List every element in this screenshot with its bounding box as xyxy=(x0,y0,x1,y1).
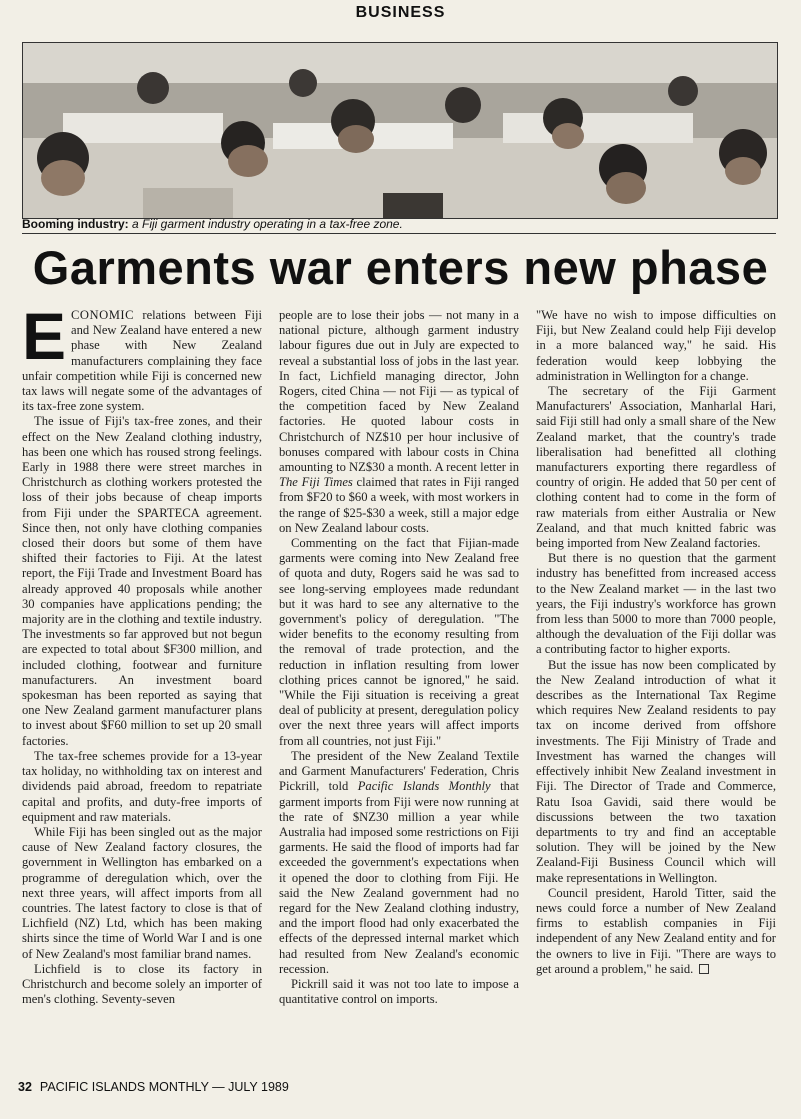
garment-workers-image xyxy=(23,43,777,218)
publication-name: The Fiji Times xyxy=(279,475,353,490)
publication-name: Pacific Islands Monthly xyxy=(357,779,491,794)
paragraph: But the issue has now been complicated by the New Zealand introduction of what it describes as the International Tax Regime which requires New Zealand residents to pay tax on income derived from offshore investments. The Fiji Ministry of Trade and Investment has warned the changes will effectively inhibit New Zealand investment in Fiji. The Director of Trade and Commerce, Ratu Isoa Gavidi, said there would be discussions between the two taxation departments to try and find an acceptable solution. They will be joined by the New Zealand-Fiji Business Council which will make representations in Wellington. xyxy=(536,657,776,885)
paragraph-text: that garment imports from Fiji were now running at the rate of $NZ30 million a year while Australia had imposed some restrictions on Fiji garments. He said the flood of imports had far exceeded the government's expectations when it opened the door to clothing from Fiji. He said the New Zealand government had no regard for the New Zealand clothing industry, and the import flood had only exacerbated the effects of the depressed internal market which had resulted from New Zealand's economic recession. xyxy=(279,779,519,976)
end-mark-icon xyxy=(699,964,709,974)
paragraph-text: claimed that rates in Fiji ranged from $F20 to $60 a week, with most workers in the range of $25-$30 a week, still a major edge on New Zealand labour costs. xyxy=(279,475,519,535)
section-label: BUSINESS xyxy=(355,4,446,21)
factory-photo xyxy=(22,42,778,219)
lead-paragraph xyxy=(22,308,262,414)
paragraph: "We have no wish to impose difficulties on Fiji, but New Zealand could help Fiji develop in a more balanced way," he said. His federation would keep lobbying the administration in Wellington for a change. xyxy=(536,308,776,383)
paragraph-text: The president of the New Zealand Textile and Garment Manufacturers' Federation, Chris Pickrill, told xyxy=(279,748,519,794)
paragraph: But there is no question that the garment industry has benefitted from increased access to the New Zealand market — in the last two years, the Fiji industry's workforce has grown from less than 5000 to more than 7000 people, although the devaluation of the Fiji dollar was a contributing factor to higher exports. xyxy=(536,551,776,657)
page-number: 32 xyxy=(18,1080,32,1094)
lead-text: relations between Fiji and New Zealand have entered a new phase with New Zealand manufacturers complaining they face unfair competition while Fiji is concerned new tax laws will negate some of the advantages of its tax-free zone system. xyxy=(22,308,262,414)
paragraph-text: people are to lose their jobs — not many in a national picture, although garment industry labour figures due out in July are expected to reveal a substantial loss of jobs in the last year. In fact, Lichfield managing director, John Rogers, cited China — not Fiji — as typical of the competition faced by New Zealand factories. He quoted labour costs in Christchurch of NZ$10 per hour inclusive of bonuses compared with labour costs in China amounting to NZ$30 a month. A recent letter in xyxy=(279,308,519,475)
paragraph: Lichfield is to close its factory in Christchurch and become solely an importer of men's clothing. Seventy-seven xyxy=(22,961,262,1007)
paragraph: Pickrill said it was not too late to impose a quantitative control on imports. xyxy=(279,976,519,1007)
article-column-1 xyxy=(22,308,262,1048)
article-column-2 xyxy=(279,308,519,1048)
drop-cap: E xyxy=(22,308,67,373)
headline: Garments war enters new phase xyxy=(32,241,769,294)
paragraph xyxy=(279,308,519,536)
caption-text: a Fiji garment industry operating in a tax-free zone. xyxy=(128,217,403,231)
paragraph-text: Council president, Harold Titter, said the news could force a number of New Zealand firms to establish companies in Fiji independent of any New Zealand entity and for the owners to live in Fiji. "There are ways to get around a problem," he said. xyxy=(536,885,776,976)
caption-bold: Booming industry: xyxy=(22,217,129,231)
photo-caption xyxy=(22,217,776,234)
paragraph: While Fiji has been singled out as the major cause of New Zealand factory closures, the government in Wellington has embarked on a programme of deregulation which, over the next three years, will affect imports from all countries. The latest factory to close is that of Lichfield (NZ) Ltd, which has been making shirts since the time of World War I and is one of New Zealand's most familiar brand names. xyxy=(22,824,262,961)
paragraph: The secretary of the Fiji Garment Manufacturers' Association, Manharlal Hari, said Fiji still had only a small share of the New Zealand market, that the country's trade liberalisation had benefitted all clothing manufacturers exporting there regardless of country of origin. He added that 50 per cent of clothing content had to come in the form of raw materials from either Australia or New Zealand, and that much knitted fabric was being imported from New Zealand factories. xyxy=(536,384,776,551)
paragraph: Commenting on the fact that Fijian-made garments were coming into New Zealand free of quota and duty, Rogers said he was sad to see long-serving employees made redundant but it was hard to see any alternative to the government's policy of deregulation. "The wider benefits to the economy resulting from the removal of trade protection, and the reduction in inflation resulting from lower clothing prices cannot be ignored," he said. "While the Fiji situation is receiving a great deal of publicity at present, deregulation policy over the next three years will affect imports from all countries, not just Fiji." xyxy=(279,536,519,748)
paragraph xyxy=(536,886,776,977)
page-footer xyxy=(18,1079,778,1095)
paragraph xyxy=(279,749,519,977)
paragraph: The issue of Fiji's tax-free zones, and their effect on the New Zealand clothing industry, has been one which has roused strong feelings. Early in 1988 there were street marches in Christchurch as clothing workers protested the loss of their jobs because of cheap imports from Fiji under the SPARTECA agreement. Since then, not only have clothing companies closed their doors but some of them have shifted their factories to Fiji. At the latest report, the Fiji Trade and Investment Board has already approved 40 proposals while another 30 companies have applications pending; the majority are in the clothing and textile industry. The investments so far approved but not begun are expected to total about $F300 million, and included clothing, footwear and furniture manufacturers. An investment board spokesman has been reported as saying that one New Zealand garment manufacturer plans to invest about $F60 million to set up 20 small factories. xyxy=(22,414,262,748)
lead-caps: CONOMIC xyxy=(71,308,135,322)
publication-footer: PACIFIC ISLANDS MONTHLY — JULY 1989 xyxy=(39,1080,289,1094)
article-column-3 xyxy=(536,308,776,1048)
paragraph: The tax-free schemes provide for a 13-year tax holiday, no withholding tax on interest and dividends paid abroad, freedom to repatriate capital and profits, and duty-free imports of equipment and raw materials. xyxy=(22,748,262,824)
